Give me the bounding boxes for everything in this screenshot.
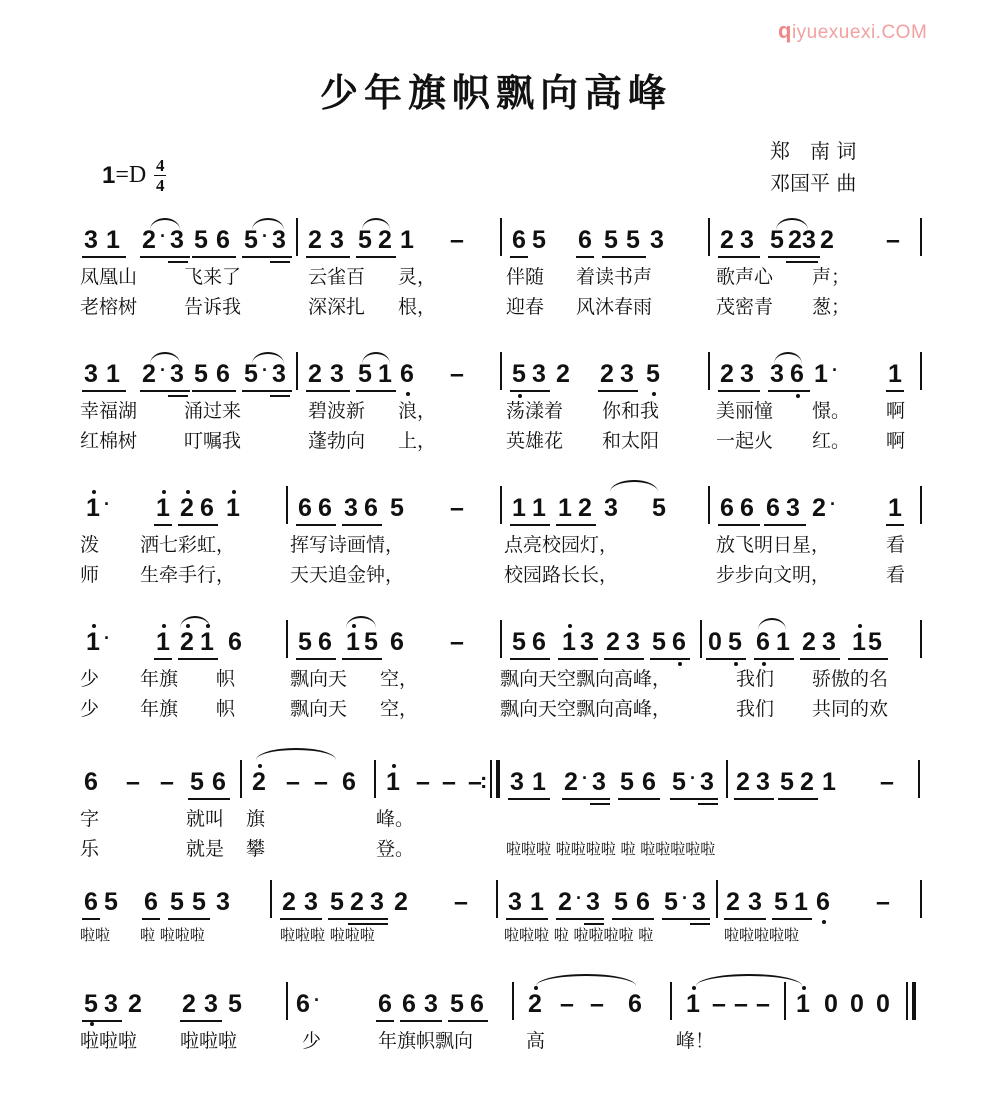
lyrics-verse-1: 字 就叫 旗 峰。 — [80, 808, 415, 830]
score-row-6 — [80, 880, 930, 952]
score-row-5 — [80, 760, 930, 862]
lyrics-verse-1: 泼 洒七彩虹， 挥写诗画情， 点亮校园灯， 放飞明日星， 看 — [80, 534, 906, 556]
score-row-2 — [80, 352, 930, 454]
watermark: qiyuexuexi.COM — [778, 18, 928, 43]
lyrics-verse-2: 师 生牵手行， 天天追金钟， 校园路长长， 步步向文明， 看 — [80, 564, 906, 586]
score-row-1 — [80, 218, 930, 320]
notation-line: 1 · 1 2 1 6 5 6 1 5 6 – 5 6 1 3 2 3 5 6 0 5 6 1 2 3 1 5 — [80, 620, 930, 662]
lyrics-verse-2: 老榕树 告诉我 深深扎 根， 迎春 风沐春雨 茂密青 葱； — [80, 296, 851, 318]
lyricist-credit: 郑 南 词 — [770, 139, 857, 163]
lyrics-verse-1: 凤凰山 飞来了 云雀百 灵， 伴随 着读书声 歌声心 声； — [80, 266, 851, 288]
lyrics-verse-2: 少 年旗 帜 飘向天 空， 飘向天空飘向高峰， 我们 共同的欢 — [80, 698, 889, 720]
lyrics-verse-2: 红棉树 叮嘱我 蓬勃向 上， 英雄花 和太阳 一起火 红。 啊 — [80, 430, 906, 452]
lyrics-verse-1: 幸福湖 涌过来 碧波新 浪， 荡漾着 你和我 美丽憧 憬。 啊 — [80, 400, 906, 422]
notation-line: 5 3 2 2 3 5 6 · 6 6 3 5 6 2 – – 6 1 – – – 1 0 0 0 — [80, 982, 930, 1024]
notation-line: 3 1 2 · 3 5 6 5 · 3 2 3 5 1 6 – 5 3 2 2 3 5 2 3 3 6 1 · 1 — [80, 352, 930, 394]
notation-line: 1 · 1 2 6 1 6 6 3 6 5 – 1 1 1 2 3 5 6 6 6 3 2 · 1 — [80, 486, 930, 528]
key-signature: 1 =D $\frac{4}{4}$ — [102, 156, 165, 195]
notation-line: 6 5 6 5 5 3 2 3 5 2 3 2 – 3 1 2 · 3 5 6 5 · 3 2 3 5 1 6 – — [80, 880, 930, 922]
song-title: 少年旗帜飘向高峰 — [319, 70, 672, 115]
score-row-3 — [80, 486, 930, 588]
notation-line: 3 1 2 · 3 5 6 5 · 3 2 3 5 2 1 – 6 5 6 5 5 3 2 3 5 2 3 2 – — [80, 218, 930, 260]
lyrics-verse-1: 少 年旗 帜 飘向天 空， 飘向天空飘向高峰， 我们 骄傲的名 — [80, 668, 889, 690]
credits — [770, 135, 856, 199]
time-signature: $\frac{4}{4}$ — [155, 156, 165, 195]
composer-credit: 邓国平 曲 — [770, 171, 857, 195]
lyrics-verse-2: 乐 就是 攀 登。 啦啦啦 啦啦啦啦 啦 啦啦啦啦啦 — [80, 838, 716, 860]
lyrics-final: 啦啦啦 啦啦啦 少 年旗帜飘向 高 峰！ — [80, 1030, 715, 1052]
score-row-4 — [80, 620, 930, 722]
lyrics-la: 啦啦 啦 啦啦啦 啦啦啦 啦啦啦 啦啦啦 啦 啦啦啦啦 啦 啦啦啦啦啦 — [80, 926, 800, 944]
notation-line: 6 – – 5 6 2 – – 6 1 – – – : 3 1 2 · 3 5 6 5 · 3 2 3 5 2 1 – — [80, 760, 930, 802]
score-row-7 — [80, 982, 930, 1054]
